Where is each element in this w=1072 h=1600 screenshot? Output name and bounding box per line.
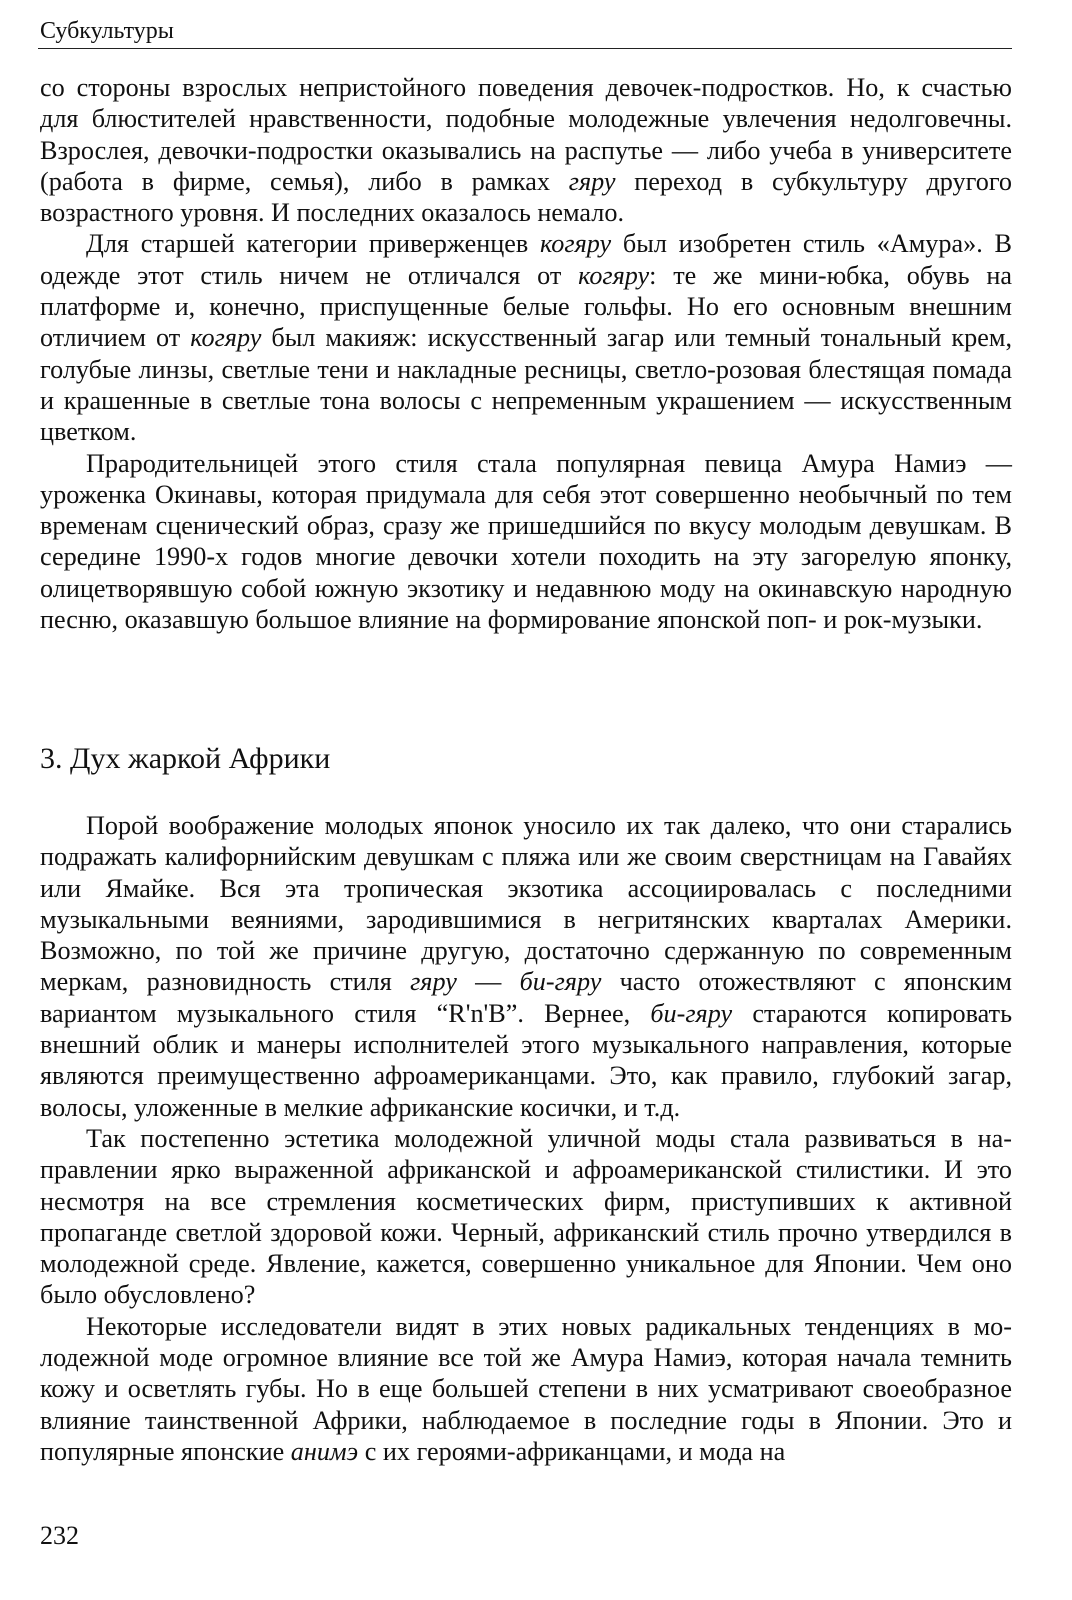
text-block-top	[40, 72, 1012, 635]
italic-term: би-гяру	[650, 998, 733, 1028]
paragraph	[40, 72, 1012, 228]
text-run: переход в субкультуру другого возрастного уровня. И последних оказалось немало.	[40, 166, 1012, 228]
text-run: Некоторые исследователи видят в этих новых радикальных тенденциях в молодежной моде огромное влияние все той же Амура Намиэ, которая начала темнить кожу и осветлять губы. Но в еще большей степени в них усматривают своеобразное влияние таинственной Африки, наблюдаемое в последние годы в Японии. Это и популярные японские	[40, 1311, 1012, 1466]
text-run: Прародительницей этого стиля стала популярная певица Амура Намиэ — уроженка Окинавы, которая придумала для себя этот совершенно необычный по тем временам сценический образ, сразу же пришедшийся по вкусу молодым девушкам. В середине 1990-х годов многие девочки хотели походить на эту загорелую японку, олицетворявшую собой южную экзотику и недавнюю моду на окинавскую народную песню, оказавшую большое влияние на формирование японской поп- и рок-музыки.	[40, 448, 1012, 635]
italic-term: би-гяру	[519, 967, 602, 997]
italic-term: когяру	[540, 229, 612, 259]
section-heading: 3. Дух жаркой Африки	[40, 742, 331, 775]
italic-term: когяру	[578, 260, 650, 290]
paragraph	[40, 228, 1012, 447]
italic-term: когяру	[190, 323, 262, 353]
italic-term: гяру	[568, 166, 616, 196]
text-run: был макияж: искусственный загар или темный тональный крем, голубые линзы, светлые тени и накладные ресницы, светло-розовая блестящая помада и крашенные в светлые тона волосы с непременным украшением — искусственным цветком.	[40, 323, 1012, 447]
text-run: Так постепенно эстетика молодежной уличной моды стала развиваться в направлении ярко выраженной африканской и афроамериканской стилистики. И это несмотря на все стремления косметических фирм, приступивших к активной пропаганде светлой здоровой кожи. Черный, африканский стиль прочно утвердился в молодежной среде. Явление, кажется, совершенно уникальное для Японии. Чем оно было обусловлено?	[40, 1123, 1012, 1310]
text-run: был изобретен стиль «Амура». В одежде этот стиль ничем не отличался от	[40, 229, 1012, 290]
text-block-bottom	[40, 810, 1012, 1467]
text-run: : те же мини-юбка, обувь на платформе и, конечно, приспущенные белые гольфы. Но его основным внешним отличием от	[40, 260, 1012, 353]
text-run: Для старшей категории приверженцев	[86, 229, 541, 259]
paragraph	[40, 810, 1012, 1123]
text-run: со стороны взрослых непристойного поведения девочек-подростков. Но, к счастью для блюстителей нравственности, подобные молодежные увлечения недолговечны. Взрослея, девочки-подростки оказывались на распутье — либо учеба в университете (работа в фирме, семья), либо в рамках	[40, 73, 1012, 196]
header-rule	[38, 48, 1012, 49]
running-head: Субкультуры	[40, 18, 174, 44]
text-run: Порой воображение молодых японок уносило их так далеко, что они старались подражать калифорнийским девушкам с пляжа или же своим сверстницам на Гавайях или Ямайке. Вся эта тропическая экзотика ассоциировалась с последними музыкальными веяниями, зародившимися в негритянских кварталах Америки. Возможно, по той же причине другую, достаточно сдержанную по современным меркам, разновидность стиля	[40, 811, 1012, 997]
text-run: с их героями-африканцами, и мода на	[358, 1436, 786, 1466]
paragraph	[40, 1123, 1012, 1311]
italic-term: гяру	[410, 967, 457, 997]
paragraph	[40, 1311, 1012, 1467]
italic-term: анимэ	[290, 1436, 359, 1466]
paragraph	[40, 448, 1012, 636]
text-run: стараются копировать внешний облик и манеры исполнителей этого музыкального направления, которые являются преимущественно афроамериканцами. Это, как правило, глубокий загар, волосы, уложенные в мелкие африканские косички, и т.д.	[40, 998, 1013, 1122]
text-run: —	[456, 967, 520, 997]
text-run: часто отожествляют с японским вариантом музыкального стиля “R'n'B”. Вернее,	[40, 967, 1012, 1028]
page-number: 232	[40, 1521, 79, 1550]
